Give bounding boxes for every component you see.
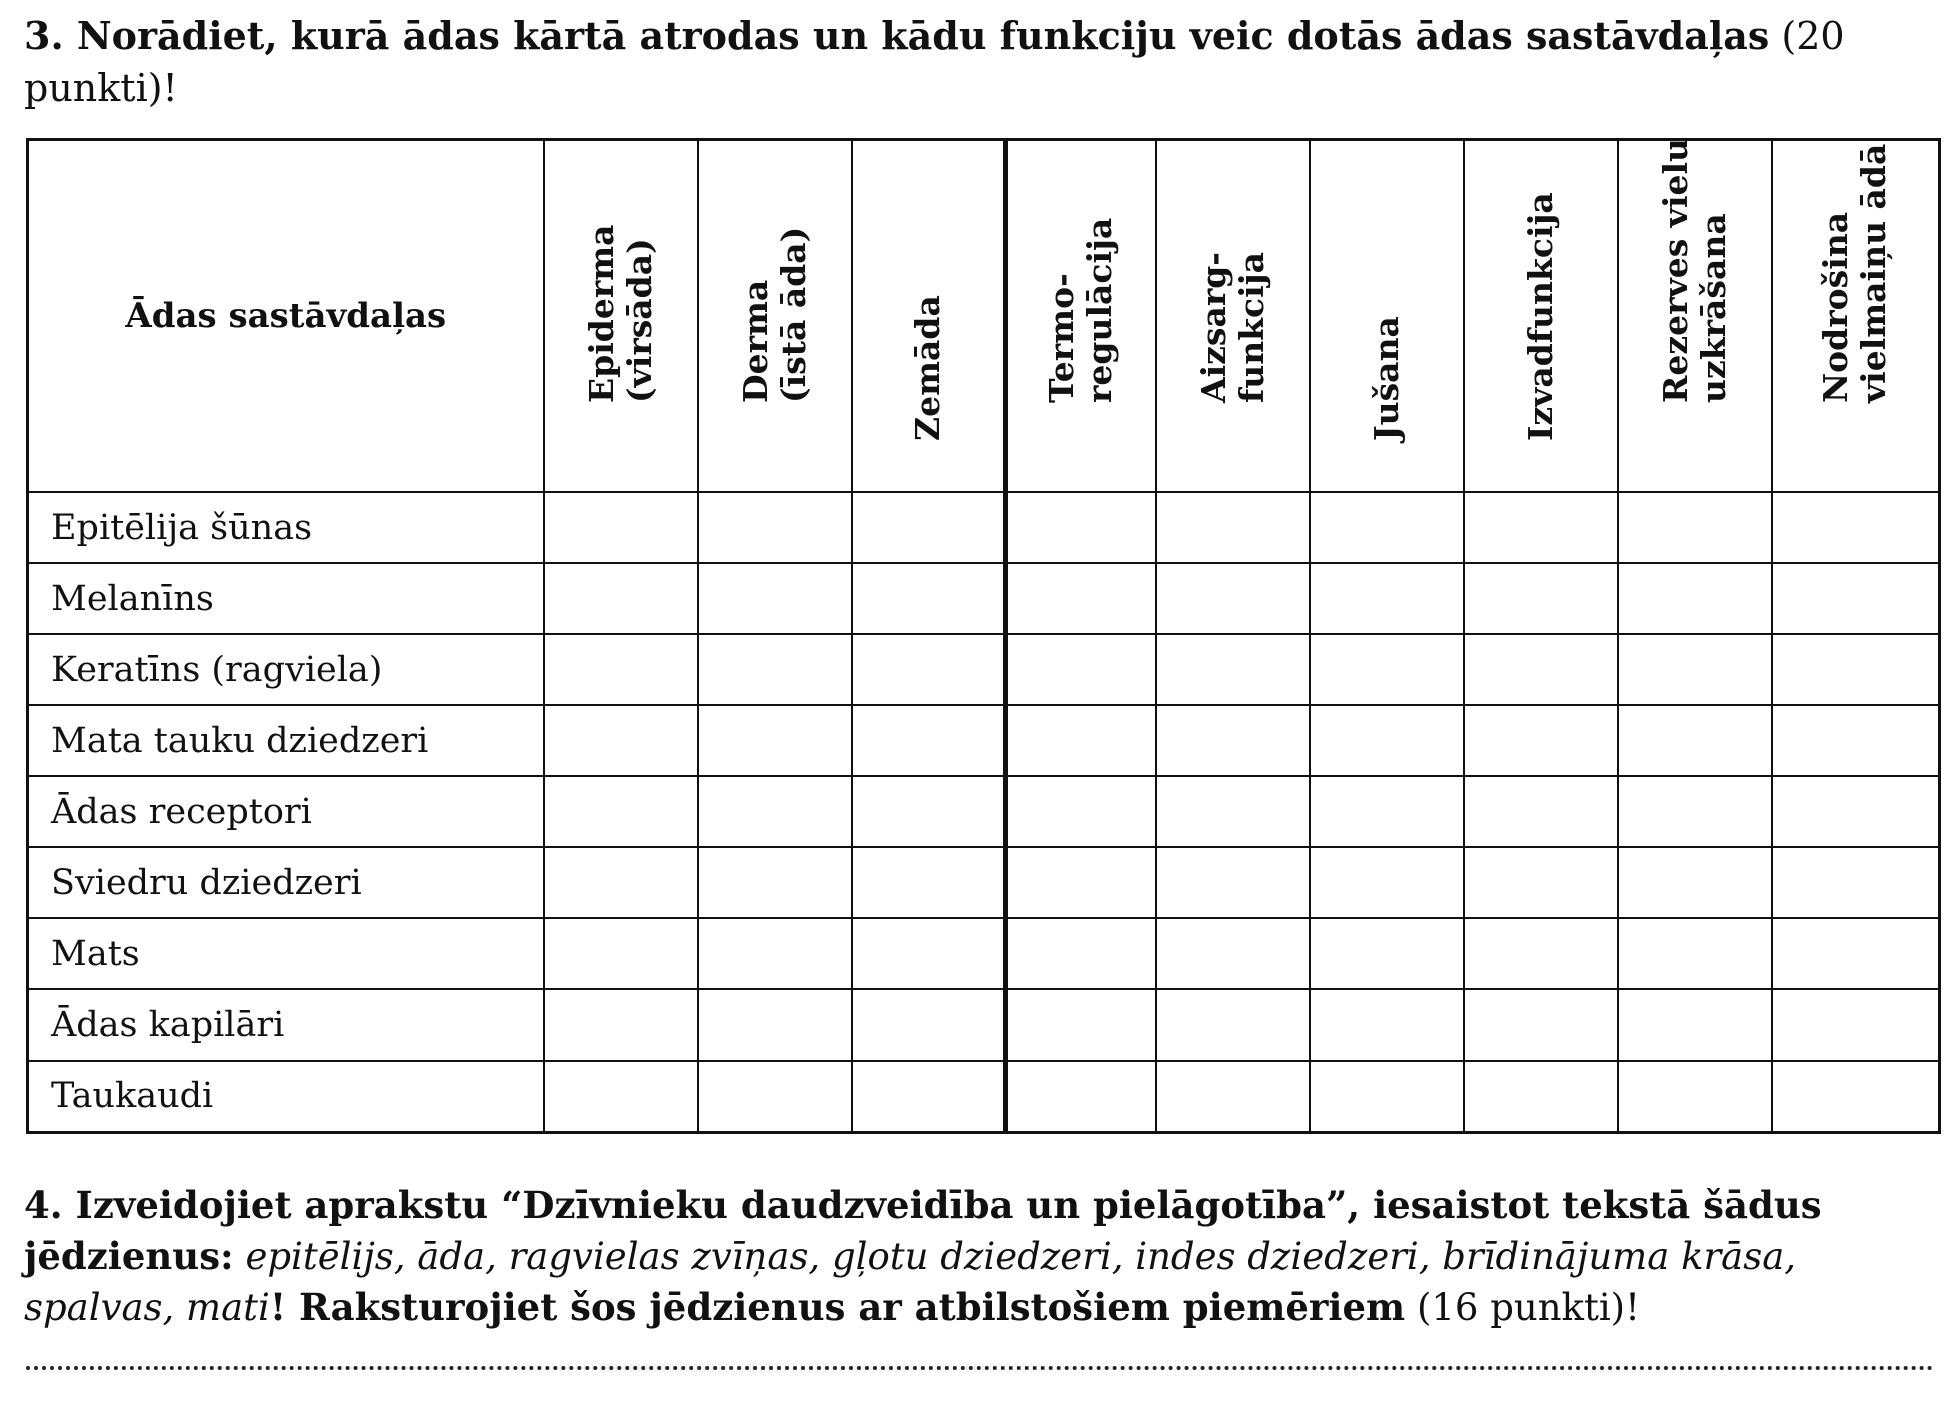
answer-cell[interactable]: [1156, 705, 1310, 776]
answer-cell[interactable]: [1464, 563, 1618, 634]
answer-cell[interactable]: [1618, 492, 1772, 563]
answer-cell[interactable]: [1464, 989, 1618, 1060]
answer-cell[interactable]: [1772, 776, 1940, 847]
row-label: Epitēlija šūnas: [28, 492, 544, 563]
answer-cell[interactable]: [1310, 492, 1464, 563]
answer-cell[interactable]: [1310, 705, 1464, 776]
question-3-points: (20 punkti)!: [24, 14, 1845, 110]
table-row: [28, 847, 1940, 918]
answer-cell[interactable]: [1310, 634, 1464, 705]
answer-cell[interactable]: [1772, 918, 1940, 989]
answer-cell[interactable]: [1310, 989, 1464, 1060]
table-row: [28, 563, 1940, 634]
row-label: Ādas receptori: [28, 776, 544, 847]
answer-cell[interactable]: [544, 563, 698, 634]
column-header: Aizsarg- funkcija: [1156, 140, 1310, 493]
answer-cell[interactable]: [544, 705, 698, 776]
answer-cell[interactable]: [1310, 1061, 1464, 1133]
answer-cell[interactable]: [544, 989, 698, 1060]
table-row: [28, 634, 1940, 705]
table-header-row: [28, 140, 1940, 493]
question-3-text: 3. Norādiet, kurā ādas kārtā atrodas un kādu funkciju veic dotās ādas sastāvdaļas: [24, 13, 1770, 58]
answer-cell[interactable]: [1464, 705, 1618, 776]
answer-cell[interactable]: [1618, 563, 1772, 634]
column-header: Zemāda: [852, 140, 1006, 493]
table-row: [28, 989, 1940, 1060]
answer-cell[interactable]: [852, 847, 1006, 918]
row-label: Sviedru dziedzeri: [28, 847, 544, 918]
row-header: Ādas sastāvdaļas: [28, 140, 544, 493]
answer-cell[interactable]: [1156, 1061, 1310, 1133]
question-4-tail: ! Raksturojiet šos jēdzienus ar atbilstošiem piemēriem: [269, 1285, 1406, 1329]
skin-components-table: [26, 138, 1941, 1134]
answer-cell[interactable]: [698, 634, 852, 705]
table-row: [28, 705, 1940, 776]
answer-cell[interactable]: [698, 989, 852, 1060]
answer-cell[interactable]: [1772, 847, 1940, 918]
answer-cell[interactable]: [698, 705, 852, 776]
answer-cell[interactable]: [1310, 563, 1464, 634]
answer-cell[interactable]: [544, 776, 698, 847]
answer-cell[interactable]: [1006, 918, 1156, 989]
answer-cell[interactable]: [1772, 989, 1940, 1060]
answer-cell[interactable]: [1310, 776, 1464, 847]
answer-cell[interactable]: [698, 563, 852, 634]
column-header: Epiderma (virsāda): [544, 140, 698, 493]
answer-cell[interactable]: [1006, 705, 1156, 776]
answer-cell[interactable]: [1464, 776, 1618, 847]
answer-cell[interactable]: [1618, 847, 1772, 918]
answer-cell[interactable]: [1618, 705, 1772, 776]
answer-cell[interactable]: [698, 847, 852, 918]
answer-cell[interactable]: [1464, 1061, 1618, 1133]
answer-cell[interactable]: [1772, 492, 1940, 563]
question-4-lead: 4. Izveidojiet aprakstu “Dzīvnieku daudzveidība un pielāgotība”, iesaistot tekstā šādus jēdzienus:: [24, 1183, 1822, 1278]
answer-cell[interactable]: [698, 492, 852, 563]
question-4-points: (16 punkti)!: [1416, 1286, 1640, 1329]
answer-cell[interactable]: [1006, 634, 1156, 705]
answer-cell[interactable]: [698, 776, 852, 847]
answer-cell[interactable]: [852, 918, 1006, 989]
column-header: Derma (īstā āda): [698, 140, 852, 493]
answer-cell[interactable]: [1006, 776, 1156, 847]
answer-cell[interactable]: [698, 918, 852, 989]
answer-cell[interactable]: [1156, 776, 1310, 847]
answer-cell[interactable]: [1618, 634, 1772, 705]
answer-cell[interactable]: [1006, 989, 1156, 1060]
answer-cell[interactable]: [1156, 634, 1310, 705]
answer-cell[interactable]: [852, 563, 1006, 634]
answer-cell[interactable]: [1156, 492, 1310, 563]
answer-cell[interactable]: [1006, 847, 1156, 918]
answer-cell[interactable]: [1772, 634, 1940, 705]
answer-cell[interactable]: [852, 989, 1006, 1060]
row-label: Mats: [28, 918, 544, 989]
answer-cell[interactable]: [1006, 1061, 1156, 1133]
row-label: Ādas kapilāri: [28, 989, 544, 1060]
table-row: [28, 1061, 1940, 1133]
answer-cell[interactable]: [852, 492, 1006, 563]
answer-cell[interactable]: [852, 634, 1006, 705]
answer-cell[interactable]: [1618, 776, 1772, 847]
row-label: Mata tauku dziedzeri: [28, 705, 544, 776]
question-3-title: [24, 10, 1934, 114]
answer-cell[interactable]: [1618, 1061, 1772, 1133]
table-row: [28, 492, 1940, 563]
answer-cell[interactable]: [544, 847, 698, 918]
answer-cell[interactable]: [1156, 989, 1310, 1060]
answer-cell[interactable]: [544, 492, 698, 563]
answer-cell[interactable]: [1156, 847, 1310, 918]
question-4-terms: epitēlijs, āda, ragvielas zvīņas, gļotu dziedzeri, indes dziedzeri, brīdinājuma krāsa, spalvas, mati: [24, 1235, 1797, 1329]
answer-cell[interactable]: [1310, 918, 1464, 989]
answer-cell[interactable]: [1006, 563, 1156, 634]
answer-cell[interactable]: [1156, 918, 1310, 989]
row-label: Taukaudi: [28, 1061, 544, 1133]
answer-cell[interactable]: [1618, 989, 1772, 1060]
answer-cell[interactable]: [852, 705, 1006, 776]
column-header: Termo- regulācija: [1006, 140, 1156, 493]
answer-cell[interactable]: [1310, 847, 1464, 918]
answer-dotted-line[interactable]: [26, 1360, 1934, 1370]
answer-cell[interactable]: [1618, 918, 1772, 989]
answer-cell[interactable]: [1464, 492, 1618, 563]
table-row: [28, 918, 1940, 989]
answer-cell[interactable]: [852, 1061, 1006, 1133]
question-4-text: [24, 1180, 1934, 1333]
answer-cell[interactable]: [1006, 492, 1156, 563]
answer-cell[interactable]: [1464, 847, 1618, 918]
answer-cell[interactable]: [1772, 563, 1940, 634]
answer-cell[interactable]: [1464, 918, 1618, 989]
column-header: Nodrošina vielmaiņu ādā: [1772, 140, 1940, 493]
row-label: Keratīns (ragviela): [28, 634, 544, 705]
column-header: Rezerves vielu uzkrāšana: [1618, 140, 1772, 493]
answer-cell[interactable]: [544, 1061, 698, 1133]
answer-cell[interactable]: [1464, 634, 1618, 705]
answer-cell[interactable]: [544, 918, 698, 989]
answer-cell[interactable]: [1772, 1061, 1940, 1133]
column-header: Izvadfunkcija: [1464, 140, 1618, 493]
answer-cell[interactable]: [1156, 563, 1310, 634]
answer-cell[interactable]: [852, 776, 1006, 847]
answer-cell[interactable]: [698, 1061, 852, 1133]
column-header: Jušana: [1310, 140, 1464, 493]
table-row: [28, 776, 1940, 847]
row-label: Melanīns: [28, 563, 544, 634]
answer-cell[interactable]: [1772, 705, 1940, 776]
answer-cell[interactable]: [544, 634, 698, 705]
